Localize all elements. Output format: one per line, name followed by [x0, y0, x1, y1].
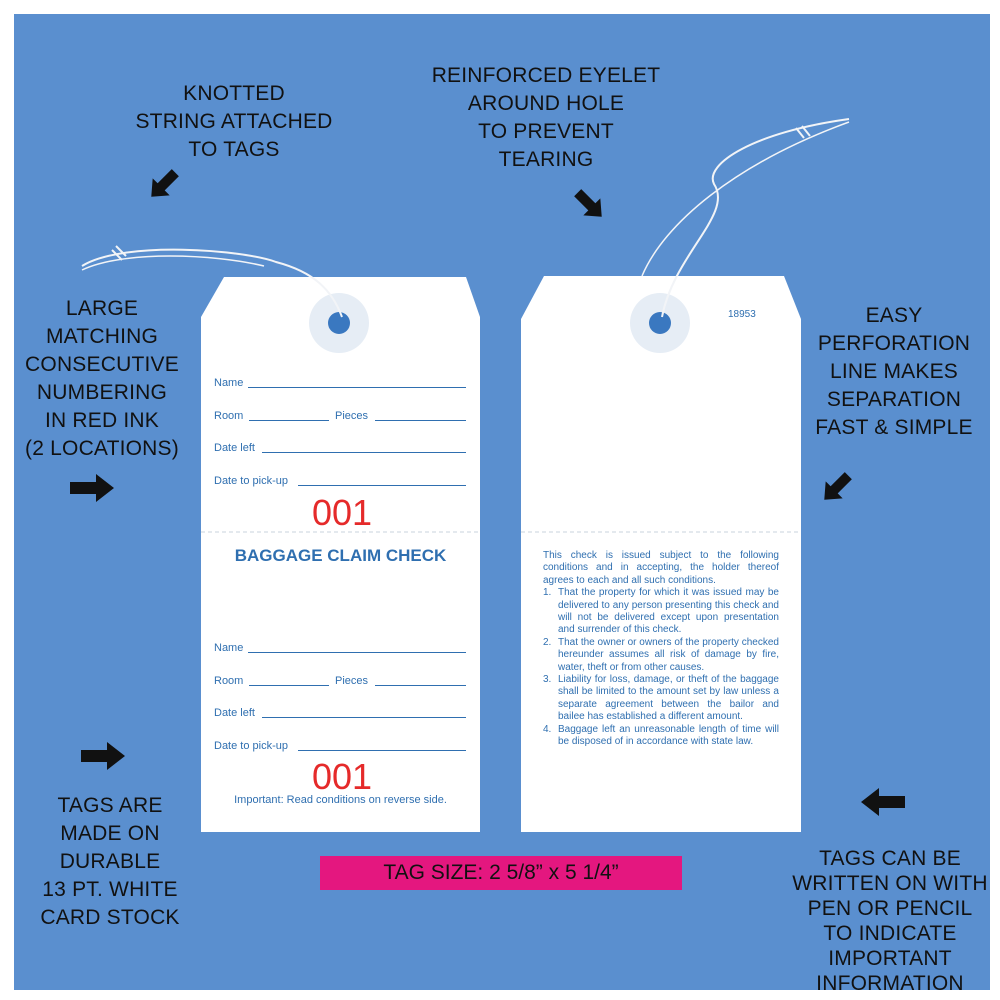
arrow-right-icon: [70, 474, 114, 502]
bottom-name-label: Name: [214, 642, 244, 654]
tag-size-banner: TAG SIZE: 2 5/8” x 5 1/4”: [320, 856, 682, 890]
arrow-left-icon: [861, 788, 905, 816]
back-string-2: [642, 122, 849, 276]
front-hole: [328, 312, 350, 334]
front-string-2: [82, 256, 264, 270]
front-pieces-label: Pieces: [335, 410, 369, 422]
front-room-label: Room: [214, 410, 244, 422]
callout-easy-perforation: EASY PERFORATION LINE MAKES SEPARATION FAST & SIMPLE: [815, 304, 973, 439]
callout-matching-numbering: LARGE MATCHING CONSECUTIVE NUMBERING IN RED INK (2 LOCATIONS): [25, 297, 179, 460]
bottom-pieces-label: Pieces: [335, 675, 369, 687]
condition-item: 1. That the property for which it was issued may be delivered to any person presenting this check and will not be delivered except upon presentation and surrender of this check.: [543, 587, 779, 636]
callout-durable-stock: TAGS ARE MADE ON DURABLE 13 PT. WHITE CARD STOCK: [40, 794, 180, 929]
bottom-room-line: [249, 685, 329, 686]
bottom-date-pickup-label: Date to pick-up: [214, 740, 288, 752]
bottom-date-pickup-line: [298, 750, 466, 751]
conditions-intro: This check is issued subject to the following conditions and in accepting, the holder thereof agrees to each and all such conditions.: [543, 550, 779, 586]
arrow-right-icon-2: [81, 742, 125, 770]
front-number-bottom: 001: [312, 756, 373, 797]
arrow-down-left-icon-2: [816, 467, 857, 508]
important-note: Important: Read conditions on reverse side.: [234, 794, 447, 806]
front-name-label: Name: [214, 377, 244, 389]
product-graphic: [14, 14, 990, 995]
conditions-text: [543, 550, 779, 749]
condition-item: 3. Liability for loss, damage, or theft of the baggage shall be limited to the amount set by law unless a separate agreement between the bailor and bailee has established a different amount.: [543, 674, 779, 723]
front-number-top: 001: [312, 492, 373, 533]
callout-reinforced-eyelet: REINFORCED EYELET AROUND HOLE TO PREVENT TEARING: [431, 64, 661, 171]
front-pieces-line: [375, 420, 466, 421]
bottom-date-left-label: Date left: [214, 707, 255, 719]
bottom-room-label: Room: [214, 675, 244, 687]
front-room-line: [249, 420, 329, 421]
callout-writable: TAGS CAN BE WRITTEN ON WITH PEN OR PENCIL TO INDICATE IMPORTANT INFORMATION: [792, 847, 988, 995]
condition-item: 2. That the owner or owners of the property checked hereunder assumes all risk of damage by fire, water, theft or from other causes.: [543, 636, 779, 673]
serial-number: 18953: [728, 309, 756, 320]
callout-knotted-string: KNOTTED STRING ATTACHED TO TAGS: [135, 82, 333, 161]
arrow-down-left-icon: [143, 164, 184, 205]
front-date-pickup-line: [298, 485, 466, 486]
front-date-left-line: [262, 452, 466, 453]
front-date-left-label: Date left: [214, 442, 255, 454]
bottom-pieces-line: [375, 685, 466, 686]
front-name-line: [248, 387, 466, 388]
claim-check-title: BAGGAGE CLAIM CHECK: [234, 546, 447, 565]
condition-item: 4. Baggage left an unreasonable length of time will be disposed of in accordance with state law.: [543, 723, 779, 748]
arrow-down-right-icon: [569, 184, 610, 225]
bottom-name-line: [248, 652, 466, 653]
back-hole: [649, 312, 671, 334]
front-date-pickup-label: Date to pick-up: [214, 475, 288, 487]
bottom-date-left-line: [262, 717, 466, 718]
tags-artwork: [14, 14, 990, 990]
